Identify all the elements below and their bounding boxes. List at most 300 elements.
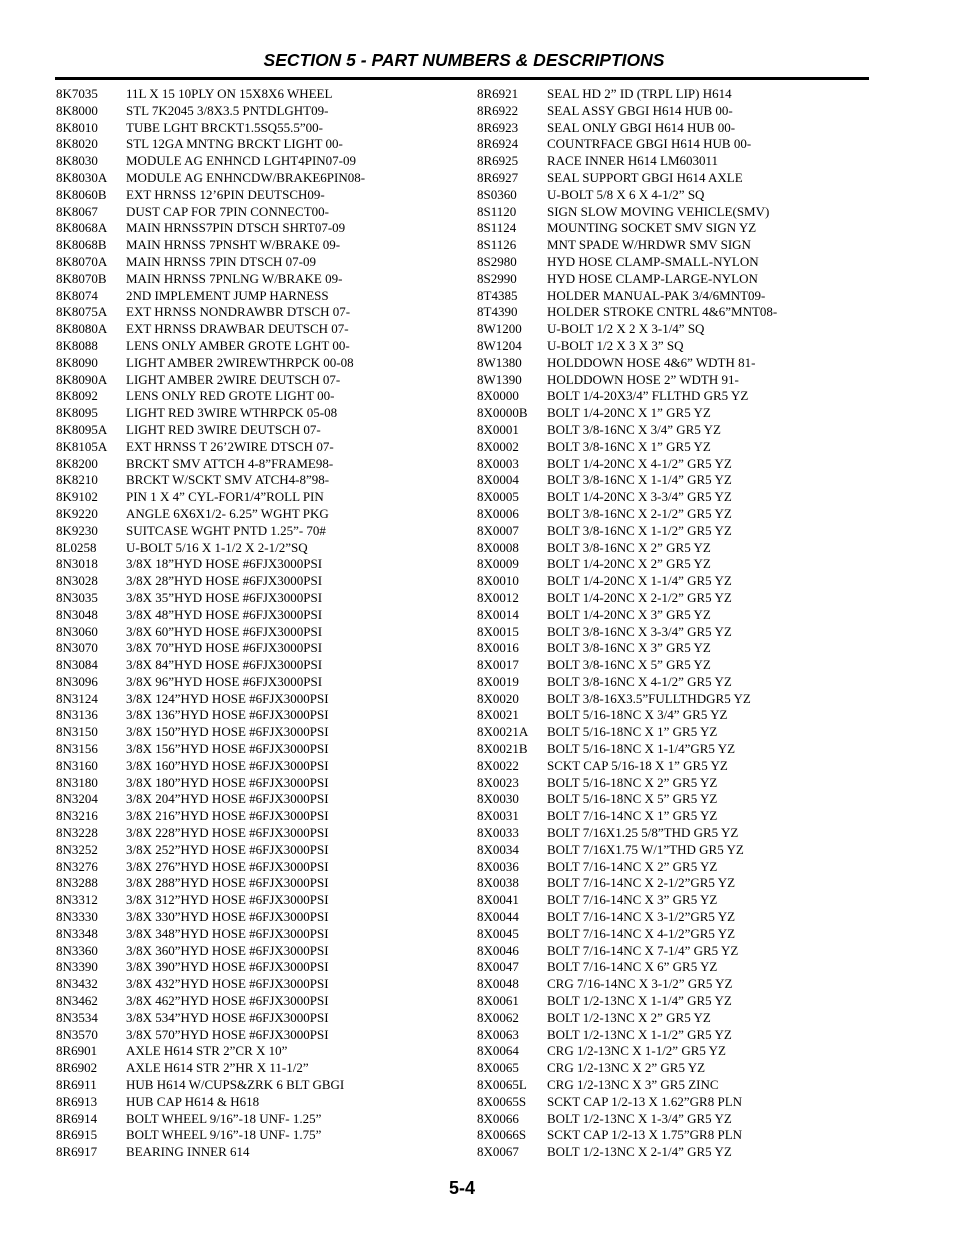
- part-number: 8X0067: [477, 1144, 519, 1160]
- part-description: 3/8X 570”HYD HOSE #6FJX3000PSI: [126, 1026, 329, 1042]
- part-number: 8N3204: [56, 791, 98, 807]
- part-number: 8K8210: [56, 472, 98, 488]
- part-row: [56, 724, 365, 741]
- part-row: [56, 909, 365, 926]
- part-number: 8N3330: [56, 909, 98, 925]
- part-row: [56, 1043, 365, 1060]
- part-row: [477, 741, 777, 758]
- part-row: [477, 304, 777, 321]
- part-description: 3/8X 432”HYD HOSE #6FJX3000PSI: [126, 976, 329, 992]
- part-description: HOLDER MANUAL-PAK 3/4/6MNT09-: [547, 287, 766, 303]
- part-description: MODULE AG ENHNCDW/BRAKE6PIN08-: [126, 169, 366, 185]
- part-number: 8N3084: [56, 657, 98, 673]
- part-number: 8L0258: [56, 539, 97, 555]
- part-number: 8X0061: [477, 993, 519, 1009]
- part-row: [477, 943, 777, 960]
- part-description: BOLT 1/4-20NC X 2-1/2” GR5 YZ: [547, 589, 732, 605]
- part-number: 8N3570: [56, 1026, 98, 1042]
- part-description: 3/8X 228”HYD HOSE #6FJX3000PSI: [126, 825, 329, 841]
- part-row: [477, 556, 777, 573]
- part-number: 8N3048: [56, 606, 98, 622]
- part-description: BOLT 7/16-14NC X 3” GR5 YZ: [547, 892, 718, 908]
- part-row: [56, 959, 365, 976]
- part-row: [56, 523, 365, 540]
- part-row: [477, 674, 777, 691]
- part-number: 8N3228: [56, 825, 98, 841]
- part-row: [477, 220, 777, 237]
- part-number: 8X0006: [477, 505, 519, 521]
- part-number: 8S2980: [477, 253, 517, 269]
- part-row: [56, 120, 365, 137]
- part-row: [56, 540, 365, 557]
- part-number: 8N3060: [56, 623, 98, 639]
- part-number: 8X0041: [477, 892, 519, 908]
- part-description: STL 12GA MNTNG BRCKT LIGHT 00-: [126, 136, 343, 152]
- part-description: BOLT 3/8-16NC X 3” GR5 YZ: [547, 640, 711, 656]
- part-row: [477, 1027, 777, 1044]
- part-number: 8R6925: [477, 153, 519, 169]
- part-number: 8K8088: [56, 337, 98, 353]
- part-number: 8X0000B: [477, 405, 528, 421]
- part-description: BOLT WHEEL 9/16”-18 UNF- 1.75”: [126, 1127, 322, 1143]
- part-number: 8N3390: [56, 959, 98, 975]
- part-number: 8X0064: [477, 1043, 519, 1059]
- part-row: [56, 926, 365, 943]
- part-description: 3/8X 136”HYD HOSE #6FJX3000PSI: [126, 707, 329, 723]
- part-description: BOLT 5/16-18NC X 3/4” GR5 YZ: [547, 707, 728, 723]
- part-number: 8K8080A: [56, 321, 108, 337]
- part-number: 8K8095: [56, 405, 98, 421]
- part-number: 8R6921: [477, 86, 519, 101]
- part-number: 8R6915: [56, 1127, 98, 1143]
- part-number: 8K8068A: [56, 220, 108, 236]
- part-description: BOLT 1/4-20NC X 3” GR5 YZ: [547, 606, 711, 622]
- part-description: 3/8X 180”HYD HOSE #6FJX3000PSI: [126, 774, 329, 790]
- part-row: [56, 103, 365, 120]
- part-description: LENS ONLY RED GROTE LIGHT 00-: [126, 388, 335, 404]
- part-number: 8K8067: [56, 203, 98, 219]
- part-row: [56, 187, 365, 204]
- part-number: 8S1126: [477, 237, 517, 253]
- part-number: 8X0045: [477, 925, 519, 941]
- part-row: [56, 590, 365, 607]
- part-number: 8X0031: [477, 808, 519, 824]
- part-description: HYD HOSE CLAMP-LARGE-NYLON: [547, 270, 758, 286]
- part-row: [477, 288, 777, 305]
- part-row: [56, 204, 365, 221]
- part-description: LIGHT AMBER 2WIREWTHRPCK 00-08: [126, 354, 354, 370]
- part-number: 8X0020: [477, 690, 519, 706]
- part-number: 8K8068B: [56, 237, 107, 253]
- part-number: 8K8092: [56, 388, 98, 404]
- part-row: [56, 472, 365, 489]
- part-row: [477, 976, 777, 993]
- part-row: [477, 573, 777, 590]
- part-row: [477, 892, 777, 909]
- part-row: [477, 707, 777, 724]
- part-number: 8X0044: [477, 909, 519, 925]
- part-description: BOLT 1/2-13NC X 2-1/4” GR5 YZ: [547, 1144, 732, 1160]
- part-row: [56, 271, 365, 288]
- part-row: [56, 456, 365, 473]
- part-number: 8X0030: [477, 791, 519, 807]
- part-description: BEARING INNER 614: [126, 1144, 250, 1160]
- part-description: LENS ONLY AMBER GROTE LGHT 00-: [126, 337, 350, 353]
- section-title: SECTION 5 - PART NUMBERS & DESCRIPTIONS: [263, 50, 665, 70]
- part-number: 8N3288: [56, 875, 98, 891]
- part-row: [477, 422, 777, 439]
- part-row: [56, 1077, 365, 1094]
- part-row: [56, 304, 365, 321]
- part-row: [477, 926, 777, 943]
- part-number: 8X0033: [477, 825, 519, 841]
- part-description: BOLT 7/16-14NC X 6” GR5 YZ: [547, 959, 718, 975]
- part-row: [56, 506, 365, 523]
- part-description: SEAL ASSY GBGI H614 HUB 00-: [547, 102, 733, 118]
- part-number: 8R6923: [477, 119, 519, 135]
- part-description: 3/8X 70”HYD HOSE #6FJX3000PSI: [126, 640, 323, 656]
- part-row: [477, 993, 777, 1010]
- part-number: 8N3534: [56, 1009, 98, 1025]
- part-number: 8N3462: [56, 993, 98, 1009]
- part-number: 8R6902: [56, 1060, 98, 1076]
- part-number: 8X0008: [477, 539, 519, 555]
- part-number: 8R6913: [56, 1093, 98, 1109]
- part-row: [56, 624, 365, 641]
- part-number: 8X0065: [477, 1060, 519, 1076]
- part-description: BOLT 3/8-16NC X 1-1/4” GR5 YZ: [547, 472, 732, 488]
- part-row: [56, 859, 365, 876]
- part-number: 8K8010: [56, 119, 98, 135]
- part-number: 8K8095A: [56, 421, 108, 437]
- part-description: 3/8X 160”HYD HOSE #6FJX3000PSI: [126, 757, 329, 773]
- part-number: 8N3360: [56, 942, 98, 958]
- part-description: BOLT 3/8-16NC X 5” GR5 YZ: [547, 657, 711, 673]
- part-description: 11L X 15 10PLY ON 15X8X6 WHEEL: [126, 86, 333, 101]
- part-number: 8N3180: [56, 774, 98, 790]
- part-row: [477, 405, 777, 422]
- part-description: BOLT 3/8-16NC X 1” GR5 YZ: [547, 438, 711, 454]
- part-row: [477, 86, 777, 103]
- part-row: [56, 892, 365, 909]
- part-number: 8X0007: [477, 522, 519, 538]
- part-number: 8N3252: [56, 841, 98, 857]
- part-description: SEAL SUPPORT GBGI H614 AXLE: [547, 169, 743, 185]
- part-row: [56, 691, 365, 708]
- part-row: [477, 640, 777, 657]
- part-number: 8X0021: [477, 707, 519, 723]
- part-description: BOLT 3/8-16NC X 3/4” GR5 YZ: [547, 421, 721, 437]
- part-row: [477, 170, 777, 187]
- part-number: 8K8070A: [56, 253, 108, 269]
- part-description: SIGN SLOW MOVING VEHICLE(SMV): [547, 203, 770, 219]
- part-row: [477, 842, 777, 859]
- part-description: BOLT 3/8-16X3.5”FULLTHDGR5 YZ: [547, 690, 751, 706]
- part-number: 8W1390: [477, 371, 522, 387]
- part-row: [477, 775, 777, 792]
- part-description: BOLT 7/16-14NC X 3-1/2”GR5 YZ: [547, 909, 736, 925]
- part-description: BOLT 1/2-13NC X 1-1/2” GR5 YZ: [547, 1026, 732, 1042]
- part-number: 8K9220: [56, 505, 98, 521]
- part-row: [56, 875, 365, 892]
- part-number: 8X0066: [477, 1110, 519, 1126]
- part-number: 8X0038: [477, 875, 519, 891]
- part-number: 8T4385: [477, 287, 518, 303]
- part-row: [56, 170, 365, 187]
- part-description: BOLT 3/8-16NC X 2-1/2” GR5 YZ: [547, 505, 732, 521]
- part-row: [56, 993, 365, 1010]
- part-description: 3/8X 534”HYD HOSE #6FJX3000PSI: [126, 1009, 329, 1025]
- part-description: BOLT 7/16-14NC X 7-1/4” GR5 YZ: [547, 942, 739, 958]
- part-row: [477, 724, 777, 741]
- part-description: RACE INNER H614 LM603011: [547, 153, 719, 169]
- part-description: MAIN HRNSS7PIN DTSCH SHRT07-09: [126, 220, 346, 236]
- part-row: [56, 556, 365, 573]
- part-description: BOLT 7/16-14NC X 4-1/2”GR5 YZ: [547, 925, 736, 941]
- part-number: 8R6917: [56, 1144, 98, 1160]
- part-row: [477, 1043, 777, 1060]
- part-description: 3/8X 330”HYD HOSE #6FJX3000PSI: [126, 909, 329, 925]
- part-description: BOLT 3/8-16NC X 2” GR5 YZ: [547, 539, 711, 555]
- part-number: 8K8070B: [56, 270, 107, 286]
- part-description: LIGHT AMBER 2WIRE DEUTSCH 07-: [126, 371, 341, 387]
- part-number: 8X0021B: [477, 741, 528, 757]
- part-description: BOLT 1/4-20NC X 2” GR5 YZ: [547, 556, 711, 572]
- part-row: [56, 136, 365, 153]
- part-number: 8K9102: [56, 489, 98, 505]
- part-description: 3/8X 216”HYD HOSE #6FJX3000PSI: [126, 808, 329, 824]
- part-row: [477, 338, 777, 355]
- part-description: BOLT 5/16-18NC X 1” GR5 YZ: [547, 724, 718, 740]
- part-description: BOLT 5/16-18NC X 1-1/4”GR5 YZ: [547, 741, 736, 757]
- part-row: [56, 372, 365, 389]
- part-row: [477, 472, 777, 489]
- part-number: 8R6927: [477, 169, 519, 185]
- part-row: [56, 1010, 365, 1027]
- part-row: [477, 791, 777, 808]
- part-row: [477, 254, 777, 271]
- part-row: [477, 1077, 777, 1094]
- part-description: BOLT 7/16-14NC X 1” GR5 YZ: [547, 808, 718, 824]
- part-description: 3/8X 288”HYD HOSE #6FJX3000PSI: [126, 875, 329, 891]
- part-number: 8W1200: [477, 321, 522, 337]
- part-number: 8K7035: [56, 86, 98, 101]
- title-divider: [55, 77, 869, 80]
- part-row: [477, 1111, 777, 1128]
- part-row: [477, 909, 777, 926]
- part-number: 8N3018: [56, 556, 98, 572]
- part-row: [56, 607, 365, 624]
- part-row: [56, 1094, 365, 1111]
- part-number: 8X0019: [477, 673, 519, 689]
- part-number: 8K8090A: [56, 371, 108, 387]
- part-number: 8K8020: [56, 136, 98, 152]
- part-description: AXLE H614 STR 2”CR X 10”: [126, 1043, 288, 1059]
- part-row: [477, 859, 777, 876]
- part-row: [477, 1094, 777, 1111]
- part-number: 8X0034: [477, 841, 519, 857]
- part-description: BOLT 7/16-14NC X 2-1/2”GR5 YZ: [547, 875, 736, 891]
- part-description: EXT HRNSS DRAWBAR DEUTSCH 07-: [126, 321, 349, 337]
- part-number: 8X0062: [477, 1009, 519, 1025]
- part-row: [56, 707, 365, 724]
- part-number: 8K8075A: [56, 304, 108, 320]
- part-row: [477, 506, 777, 523]
- part-number: 8R6901: [56, 1043, 98, 1059]
- part-row: [477, 204, 777, 221]
- part-description: 3/8X 96”HYD HOSE #6FJX3000PSI: [126, 673, 323, 689]
- part-description: SCKT CAP 5/16-18 X 1” GR5 YZ: [547, 757, 728, 773]
- part-description: MAIN HRNSS 7PNLNG W/BRAKE 09-: [126, 270, 343, 286]
- part-description: 3/8X 18”HYD HOSE #6FJX3000PSI: [126, 556, 323, 572]
- part-number: 8X0022: [477, 757, 519, 773]
- part-row: [477, 657, 777, 674]
- part-description: HUB CAP H614 & H618: [126, 1093, 260, 1109]
- part-row: [56, 1060, 365, 1077]
- part-number: 8N3156: [56, 741, 98, 757]
- part-row: [56, 338, 365, 355]
- part-description: MAIN HRNSS 7PNSHT W/BRAKE 09-: [126, 237, 341, 253]
- part-number: 8N3348: [56, 925, 98, 941]
- part-description: 3/8X 48”HYD HOSE #6FJX3000PSI: [126, 606, 323, 622]
- part-number: 8N3035: [56, 589, 98, 605]
- part-row: [56, 674, 365, 691]
- part-description: CRG 7/16-14NC X 3-1/2” GR5 YZ: [547, 976, 733, 992]
- part-description: EXT HRNSS NONDRAWBR DTSCH 07-: [126, 304, 351, 320]
- part-description: BOLT WHEEL 9/16”-18 UNF- 1.25”: [126, 1110, 322, 1126]
- part-description: SCKT CAP 1/2-13 X 1.75”GR8 PLN: [547, 1127, 743, 1143]
- part-description: HUB H614 W/CUPS&ZRK 6 BLT GBGI: [126, 1077, 345, 1093]
- part-number: 8S2990: [477, 270, 517, 286]
- part-number: 8X0017: [477, 657, 519, 673]
- part-description: 3/8X 390”HYD HOSE #6FJX3000PSI: [126, 959, 329, 975]
- part-number: 8R6914: [56, 1110, 98, 1126]
- part-row: [477, 1060, 777, 1077]
- part-number: 8X0036: [477, 858, 519, 874]
- part-row: [477, 875, 777, 892]
- part-number: 8X0066S: [477, 1127, 527, 1143]
- part-row: [477, 607, 777, 624]
- part-number: 8T4390: [477, 304, 518, 320]
- part-description: 3/8X 312”HYD HOSE #6FJX3000PSI: [126, 892, 329, 908]
- part-number: 8X0063: [477, 1026, 519, 1042]
- part-description: BOLT 7/16X1.25 5/8”THD GR5 YZ: [547, 825, 739, 841]
- part-number: 8X0016: [477, 640, 519, 656]
- part-row: [56, 775, 365, 792]
- part-row: [56, 976, 365, 993]
- part-description: U-BOLT 1/2 X 3 X 3” SQ: [547, 337, 684, 353]
- part-row: [56, 1127, 365, 1144]
- part-number: 8N3150: [56, 724, 98, 740]
- part-description: MODULE AG ENHNCD LGHT4PIN07-09: [126, 153, 357, 169]
- part-row: [56, 321, 365, 338]
- part-number: 8K8090: [56, 354, 98, 370]
- part-description: ANGLE 6X6X1/2- 6.25” WGHT PKG: [126, 505, 329, 521]
- part-number: 8N3432: [56, 976, 98, 992]
- part-description: MOUNTING SOCKET SMV SIGN YZ: [547, 220, 757, 236]
- part-number: 8X0021A: [477, 724, 529, 740]
- part-number: 8X0046: [477, 942, 519, 958]
- part-description: 3/8X 360”HYD HOSE #6FJX3000PSI: [126, 942, 329, 958]
- part-description: AXLE H614 STR 2”HR X 11-1/2”: [126, 1060, 309, 1076]
- part-description: MAIN HRNSS 7PIN DTSCH 07-09: [126, 253, 316, 269]
- part-description: BOLT 7/16-14NC X 2” GR5 YZ: [547, 858, 718, 874]
- part-number: 8N3070: [56, 640, 98, 656]
- part-description: 3/8X 252”HYD HOSE #6FJX3000PSI: [126, 841, 329, 857]
- part-description: HOLDDOWN HOSE 2” WDTH 91-: [547, 371, 739, 387]
- part-row: [56, 254, 365, 271]
- part-description: 2ND IMPLEMENT JUMP HARNESS: [126, 287, 329, 303]
- part-number: 8S0360: [477, 186, 517, 202]
- part-description: HOLDDOWN HOSE 4&6” WDTH 81-: [547, 354, 756, 370]
- part-number: 8K8200: [56, 455, 98, 471]
- part-number: 8S1124: [477, 220, 517, 236]
- part-number: 8K8030A: [56, 169, 108, 185]
- part-row: [477, 758, 777, 775]
- part-number: 8X0000: [477, 388, 519, 404]
- part-description: SUITCASE WGHT PNTD 1.25”- 70#: [126, 522, 326, 538]
- part-description: SEAL ONLY GBGI H614 HUB 00-: [547, 119, 736, 135]
- part-row: [56, 86, 365, 103]
- part-row: [477, 153, 777, 170]
- part-row: [477, 321, 777, 338]
- part-number: 8N3136: [56, 707, 98, 723]
- part-row: [477, 1144, 777, 1161]
- part-number: 8K8060B: [56, 186, 107, 202]
- part-description: BOLT 7/16X1.75 W/1”THD GR5 YZ: [547, 841, 744, 857]
- part-number: 8K9230: [56, 522, 98, 538]
- part-description: BOLT 1/2-13NC X 1-3/4” GR5 YZ: [547, 1110, 732, 1126]
- part-description: 3/8X 276”HYD HOSE #6FJX3000PSI: [126, 858, 329, 874]
- part-number: 8X0001: [477, 421, 519, 437]
- part-number: 8X0003: [477, 455, 519, 471]
- part-description: 3/8X 348”HYD HOSE #6FJX3000PSI: [126, 925, 329, 941]
- part-description: 3/8X 124”HYD HOSE #6FJX3000PSI: [126, 690, 329, 706]
- part-row: [56, 1144, 365, 1161]
- part-row: [56, 573, 365, 590]
- part-description: BOLT 1/2-13NC X 2” GR5 YZ: [547, 1009, 711, 1025]
- part-number: 8X0065L: [477, 1077, 527, 1093]
- part-row: [477, 271, 777, 288]
- part-row: [477, 523, 777, 540]
- part-row: [477, 136, 777, 153]
- part-description: BOLT 3/8-16NC X 1-1/2” GR5 YZ: [547, 522, 732, 538]
- part-number: 8W1380: [477, 354, 522, 370]
- part-number: 8N3312: [56, 892, 98, 908]
- part-row: [477, 1127, 777, 1144]
- part-description: EXT HRNSS 12’6PIN DEUTSCH09-: [126, 186, 325, 202]
- part-number: 8N3160: [56, 757, 98, 773]
- part-row: [56, 220, 365, 237]
- part-description: BRCKT W/SCKT SMV ATCH4-8”98-: [126, 472, 330, 488]
- part-description: 3/8X 204”HYD HOSE #6FJX3000PSI: [126, 791, 329, 807]
- part-number: 8X0015: [477, 623, 519, 639]
- part-number: 8X0002: [477, 438, 519, 454]
- part-number: 8R6924: [477, 136, 519, 152]
- part-description: 3/8X 28”HYD HOSE #6FJX3000PSI: [126, 573, 323, 589]
- part-description: U-BOLT 1/2 X 2 X 3-1/4” SQ: [547, 321, 705, 337]
- part-description: BOLT 3/8-16NC X 4-1/2” GR5 YZ: [547, 673, 732, 689]
- part-row: [56, 288, 365, 305]
- part-description: 3/8X 84”HYD HOSE #6FJX3000PSI: [126, 657, 323, 673]
- part-number: 8N3096: [56, 673, 98, 689]
- part-description: 3/8X 35”HYD HOSE #6FJX3000PSI: [126, 589, 323, 605]
- part-number: 8X0004: [477, 472, 519, 488]
- part-row: [56, 842, 365, 859]
- part-row: [56, 489, 365, 506]
- part-row: [56, 808, 365, 825]
- part-number: 8X0010: [477, 573, 519, 589]
